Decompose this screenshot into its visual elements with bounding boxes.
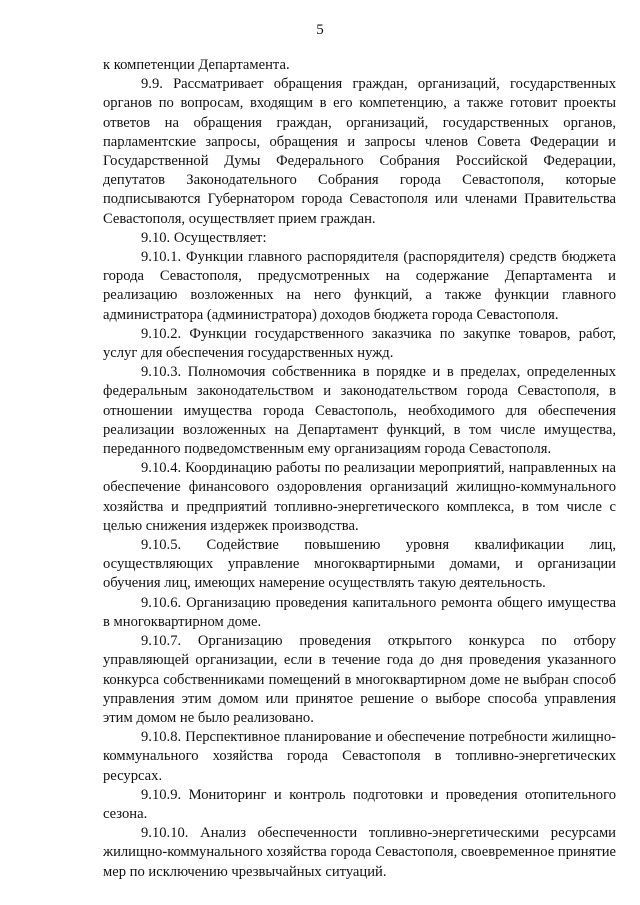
paragraph-9-9: 9.9. Рассматривает обращения граждан, организаций, государственных органов по вопросам, входящим в его компетенцию, а также готовит проекты ответов на обращения граждан, организаций, государственных органов, парламентские запросы, обращения и запросы членов Совета Федерации и Государственной Думы Федерального Собрания Российской Федерации, депутатов Законодательного Собрания города Севастополя, которые подписываются Губернатором города Севастополя или членами Правительства Севастополя, осуществляет прием граждан. bbox=[103, 76, 616, 227]
paragraph-9-10-7: 9.10.7. Организацию проведения открытого конкурса по отбору управляющей организации, если в течение года до дня проведения указанного конкурса собственниками помещений в многоквартирном доме не выбран способ управления этим домом или принятое решение о выборе способа управления этим домом не было реализовано. bbox=[103, 633, 616, 726]
paragraph-9-10-10: 9.10.10. Анализ обеспеченности топливно-энергетическими ресурсами жилищно-коммунального хозяйства города Севастополя, своевременное принятие мер по исключению чрезвычайных ситуаций. bbox=[103, 825, 616, 880]
page-number: 5 bbox=[316, 22, 324, 38]
paragraph-9-10-1: 9.10.1. Функции главного распорядителя (распорядителя) средств бюджета города Севастополя, предусмотренных на содержание Департамента и реализацию возложенных на него функций, а также функции главного администратора (администратора) доходов бюджета города Севастополя. bbox=[103, 249, 616, 323]
paragraph-9-10: 9.10. Осуществляет: bbox=[141, 229, 267, 246]
paragraph-9-10-6: 9.10.6. Организацию проведения капитального ремонта общего имущества в многоквартирном доме. bbox=[103, 594, 616, 630]
paragraph-9-10-4: 9.10.4. Координацию работы по реализации мероприятий, направленных на обеспечение финансового оздоровления организаций жилищно-коммунального хозяйства и предприятий топливно-энергетического комплекса, в том числе с целью снижения издержек производства. bbox=[103, 460, 616, 534]
paragraph-9-10-5: 9.10.5. Содействие повышению уровня квалификации лиц, осуществляющих управление многоквартирными домами, и организации обучения лиц, имеющих намерение осуществлять такую деятельность. bbox=[103, 537, 616, 592]
paragraph-9-10-8: 9.10.8. Перспективное планирование и обеспечение потребности жилищно-коммунального хозяйства города Севастополя в топливно-энергетических ресурсах. bbox=[103, 729, 616, 784]
document-body bbox=[103, 56, 616, 882]
paragraph-continuation: к компетенции Департамента. bbox=[103, 57, 290, 73]
paragraph-9-10-3: 9.10.3. Полномочия собственника в порядке и в пределах, определенных федеральным законодательством и законодательством города Севастополя, в отношении имущества города Севастополь, необходимого для обеспечения реализации возложенных на Департамент функций, в том числе имущества, переданного подведомственным ему организациям города Севастополя. bbox=[103, 364, 616, 458]
paragraph-9-10-9: 9.10.9. Мониторинг и контроль подготовки и проведения отопительного сезона. bbox=[103, 786, 616, 822]
paragraph-9-10-2: 9.10.2. Функции государственного заказчика по закупке товаров, работ, услуг для обеспечения государственных нужд. bbox=[103, 325, 616, 362]
